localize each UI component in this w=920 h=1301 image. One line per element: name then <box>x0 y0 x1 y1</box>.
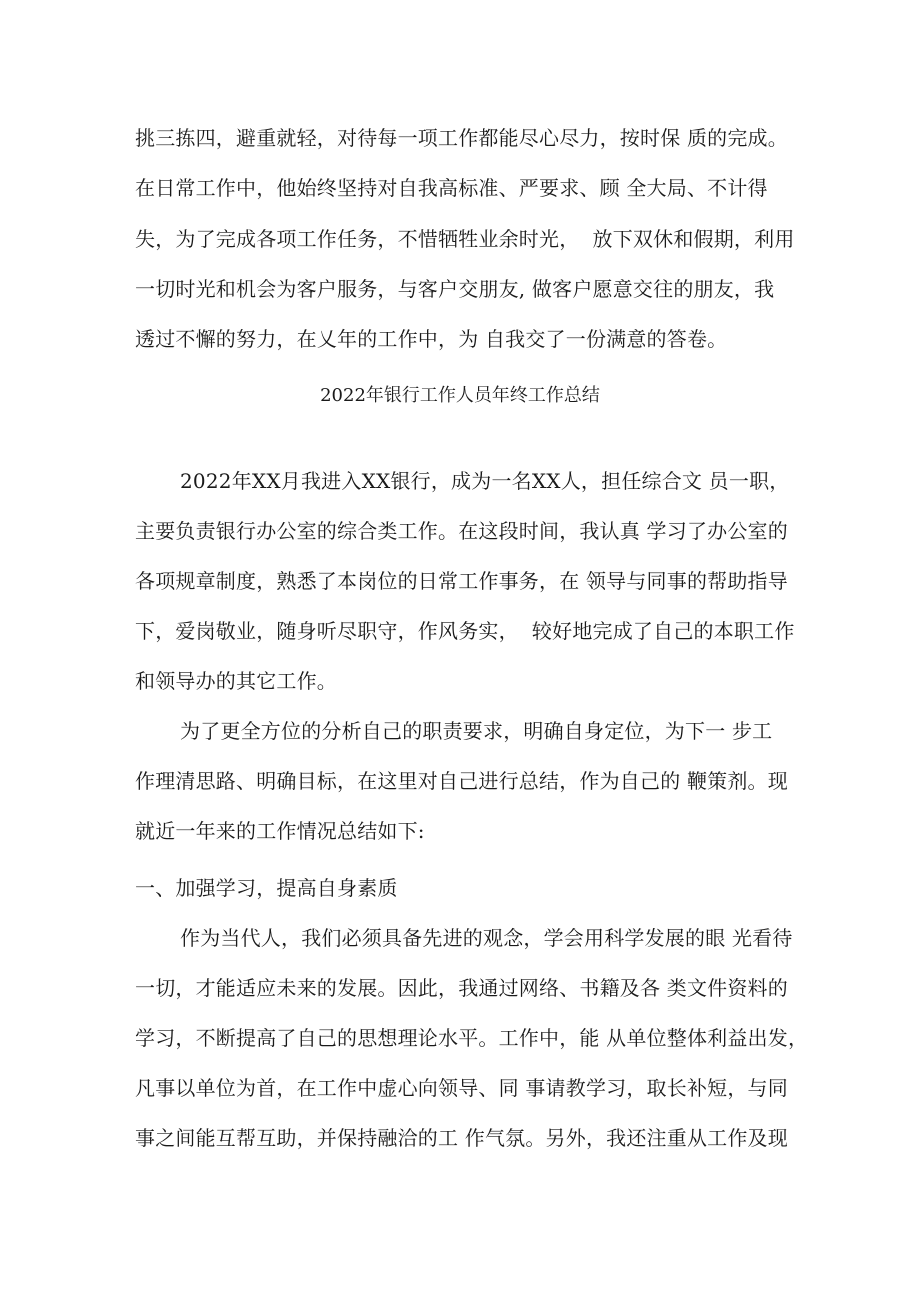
paragraph-line: 一切，才能适应未来的发展。因此，我通过网络、书籍及各 类文件资料的 <box>135 976 788 1000</box>
paragraph-line: 各项规章制度，熟悉了本岗位的日常工作事务，在 领导与同事的帮助指导 <box>135 569 788 593</box>
paragraph-line: 下，爱岗敬业，随身听尽职守，作风务实， 较好地完成了自己的本职工作 <box>135 619 795 643</box>
paragraph-line: 为了更全方位的分析自己的职责要求，明确自身定位，为下一 步工 <box>180 719 773 743</box>
intro-line: 透过不懈的努力，在乂年的工作中，为 自我交了一份满意的答卷。 <box>135 327 728 351</box>
section-heading: 一、加强学习，提高自身素质 <box>135 876 398 900</box>
paragraph-line: 凡事以单位为首，在工作中虚心向领导、同 事请教学习，取长补短，与同 <box>135 1076 788 1100</box>
paragraph-line: 就近一年来的工作情况总结如下: <box>135 819 425 843</box>
paragraph-line: 2022年XX月我进入XX银行，成为一名XX人，担任综合文 员一职， <box>180 469 790 493</box>
document-title: 2022年银行工作人员年终工作总结 <box>320 385 600 406</box>
paragraph-line: 作理清思路、明确目标，在这里对自己进行总结，作为自己的 鞭策剂。现 <box>135 769 788 793</box>
paragraph-line: 学习，不断提高了自己的思想理论水平。工作中，能 从单位整体利益出发， <box>135 1026 809 1050</box>
paragraph-line: 主要负责银行办公室的综合类工作。在这段时间，我认真 学习了办公室的 <box>135 519 788 543</box>
intro-line: 挑三拣四，避重就轻，对待每一项工作都能尽心尽力，按时保 质的完成。 <box>135 126 788 150</box>
intro-line: 在日常工作中，他始终坚持对自我高标准、严要求、顾 全大局、不计得 <box>135 176 768 200</box>
paragraph-line: 作为当代人，我们必须具备先进的观念，学会用科学发展的眼 光看待 <box>180 926 793 950</box>
paragraph-line: 和领导办的其它工作。 <box>135 669 337 693</box>
intro-line: 一切时光和机会为客户服务，与客户交朋友, 做客户愿意交往的朋友，我 <box>135 277 775 301</box>
paragraph-line: 事之间能互帮互助，并保持融洽的工 作气氛。另外，我还注重从工作及现 <box>135 1126 788 1150</box>
intro-line: 失，为了完成各项工作任务，不惜牺牲业余时光， 放下双休和假期，利用 <box>135 227 795 251</box>
